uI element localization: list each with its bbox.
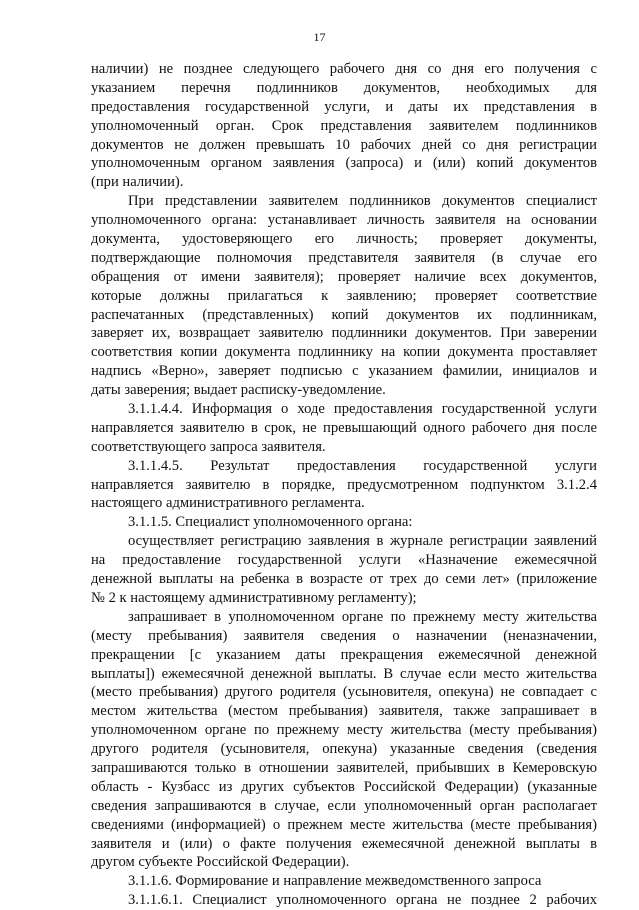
text-line: распечатанных (представленных) копий документов их подлинникам, — [91, 306, 597, 323]
text-line: предоставления государственной услуги, и даты их представления в — [91, 98, 597, 115]
text-line: заверяет их, возвращает заявителю подлинники документов. При заверении — [91, 325, 597, 342]
text-line: сведениями (информацией) о прежнем месте жительства (месте пребывания) — [91, 816, 597, 833]
text-line: сведения запрашиваются в случае, если уполномоченный орган располагает — [91, 797, 597, 814]
text-line: 3.1.1.6.1. Специалист уполномоченного органа не позднее 2 рабочих — [128, 892, 597, 909]
text-line: выплаты]) ежемесячной денежной выплаты. В случае если место жительства — [91, 665, 597, 682]
text-line: уполномоченный орган. Срок представления заявителем подлинников — [91, 117, 597, 134]
text-line: направляется заявителю в срок, не превышающий одного рабочего дня после — [91, 419, 597, 436]
text-line: 3.1.1.5. Специалист уполномоченного органа: — [128, 514, 413, 531]
text-line: которые должны прилагаться к заявлению; проверяет соответствие — [91, 287, 597, 304]
text-line: местом жительства (местом пребывания) заявителя, также запрашивает в — [91, 703, 597, 720]
text-line: соответствия копии документа подлиннику на копии документа проставляет — [91, 344, 597, 361]
text-line: (место пребывания) другого родителя (усыновителя, опекуна) не совпадает с — [91, 684, 597, 701]
text-line: денежной выплаты на ребенка в возрасте от трех до семи лет» (приложение — [91, 571, 597, 588]
text-line: документа, удостоверяющего его личность; проверяет документы, — [91, 231, 597, 248]
text-line: настоящего административного регламента. — [91, 495, 365, 512]
text-line: обращения от имени заявителя); проверяет наличие всех документов, — [91, 268, 597, 285]
document-body — [91, 60, 597, 910]
text-line: запрашивает в уполномоченном органе по прежнему месту жительства — [128, 608, 597, 625]
text-line: указанием перечня подлинников документов, необходимых для — [91, 79, 597, 96]
text-line: 3.1.1.4.4. Информация о ходе предоставления государственной услуги — [128, 401, 597, 418]
text-line: прекращении [с указанием даты прекращения ежемесячной денежной — [91, 646, 597, 663]
text-line: надпись «Верно», заверяет подписью с указанием фамилии, инициалов и — [91, 363, 597, 380]
text-line: 3.1.1.6. Формирование и направление межведомственного запроса — [128, 873, 542, 890]
text-line: уполномоченном органе по прежнему месту жительства (месту пребывания) — [91, 722, 597, 739]
text-line: заявителя и (или) о факте получения ежемесячной денежной выплаты в — [91, 835, 597, 852]
text-line: наличии) не позднее следующего рабочего дня со дня его получения с — [91, 61, 597, 77]
page-number: 17 — [313, 30, 326, 44]
text-line: область - Кузбасс из других субъектов Российской Федерации) (указанные — [91, 778, 597, 795]
text-line: подтверждающие полномочия представителя заявителя (в случае его — [91, 249, 597, 266]
text-line: соответствующего запроса заявителя. — [91, 438, 326, 455]
text-line: 3.1.1.4.5. Результат предоставления государственной услуги — [128, 457, 597, 474]
text-line: (при наличии). — [91, 174, 184, 191]
text-line: другом субъекте Российской Федерации). — [91, 854, 350, 871]
text-line: уполномоченного органа: устанавливает личность заявителя на основании — [91, 212, 597, 229]
text-line: даты заверения; выдает расписку-уведомление. — [91, 382, 386, 399]
text-line: уполномоченным органом заявления (запроса) и (или) копий документов — [91, 155, 597, 172]
text-line: При представлении заявителем подлинников документов специалист — [128, 193, 597, 210]
text-line: осуществляет регистрацию заявления в журнале регистрации заявлений — [128, 533, 597, 550]
text-line: (месту пребывания) заявителя сведения о назначении (неназначении, — [91, 627, 597, 644]
text-line: № 2 к настоящему административному регламенту); — [91, 589, 417, 606]
text-line: другого родителя (усыновителя, опекуна) указанные сведения (сведения — [91, 741, 597, 758]
text-line: направляется заявителю в порядке, предусмотренном подпунктом 3.1.2.4 — [91, 476, 597, 493]
text-line: на предоставление государственной услуги «Назначение ежемесячной — [91, 552, 597, 569]
text-line: документов не должен превышать 10 рабочих дней со дня регистрации — [91, 136, 597, 153]
text-line: запрашиваются только в отношении заявителей, прибывших в Кемеровскую — [91, 759, 597, 776]
